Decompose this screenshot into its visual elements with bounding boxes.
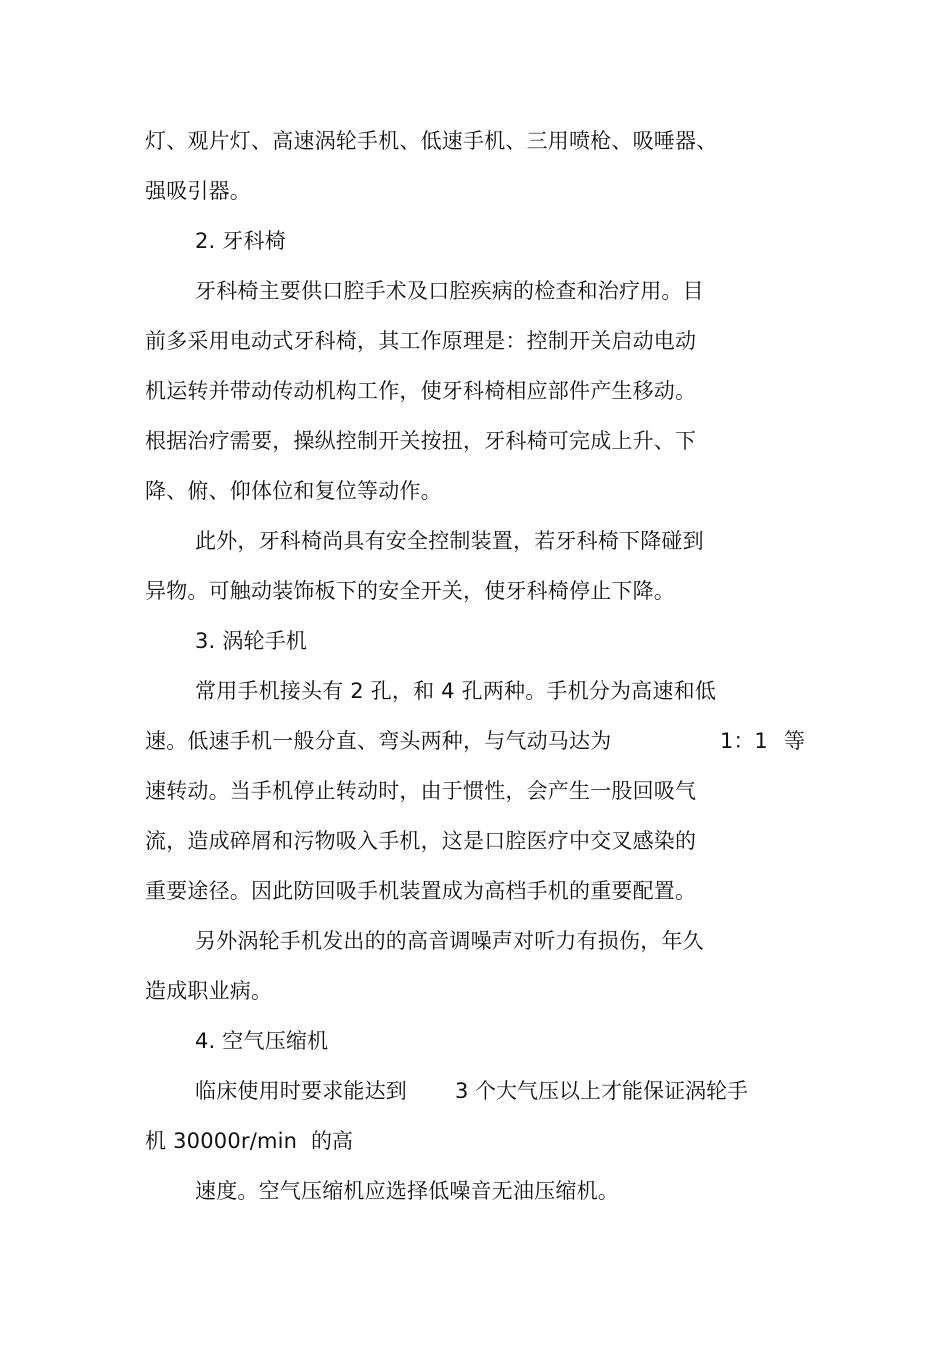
text-line-7: 降、俯、仰体位和复位等动作。 [145, 479, 442, 503]
text-line-18: 机 30000r/min [145, 1129, 298, 1153]
text-line-10: 常用手机接头有 2 孔，和 4 孔两种。手机分为高速和低 [195, 679, 717, 703]
ratio-text: 1：1 [720, 729, 768, 753]
text-line-11: 速。低速手机一般分直、弯头两种，与气动马达为 [145, 729, 612, 753]
section-heading-air-compressor: 4. 空气压缩机 [195, 1029, 329, 1053]
text-line-13: 流，造成碎屑和污物吸入手机，这是口腔医疗中交叉感染的 [145, 829, 697, 853]
text-line-2: 强吸引器。 [145, 179, 251, 203]
text-line-17-end: 3 个大气压以上才能保证涡轮手 [455, 1079, 749, 1103]
text-line-1: 灯、观片灯、高速涡轮手机、低速手机、三用喷枪、吸唾器、 [145, 129, 718, 153]
text-line-18-end: 的高 [311, 1129, 353, 1153]
text-line-12: 速转动。当手机停止转动时，由于惯性，会产生一股回吸气 [145, 779, 697, 803]
text-line-14: 重要途径。因此防回吸手机装置成为高档手机的重要配置。 [145, 879, 697, 903]
text-line-17: 临床使用时要求能达到 [195, 1079, 407, 1103]
section-heading-turbine-handpiece: 3. 涡轮手机 [195, 629, 308, 653]
text-line-3: 牙科椅主要供口腔手术及口腔疾病的检查和治疗用。目 [195, 279, 704, 303]
text-line-4: 前多采用电动式牙科椅，其工作原理是：控制开关启动电动 [145, 329, 697, 353]
text-line-15: 另外涡轮手机发出的的高音调噪声对听力有损伤，年久 [195, 929, 704, 953]
text-line-19: 速度。空气压缩机应选择低噪音无油压缩机。 [195, 1179, 619, 1203]
text-line-11-end: 等 [784, 729, 805, 753]
section-heading-dental-chair: 2. 牙科椅 [195, 229, 286, 253]
text-line-16: 造成职业病。 [145, 979, 273, 1003]
text-line-8: 此外，牙科椅尚具有安全控制装置，若牙科椅下降碰到 [195, 529, 704, 553]
text-line-9: 异物。可触动装饰板下的安全开关，使牙科椅停止下降。 [145, 579, 675, 603]
text-line-5: 机运转并带动传动机构工作，使牙科椅相应部件产生移动。 [145, 379, 697, 403]
text-line-6: 根据治疗需要，操纵控制开关按扭，牙科椅可完成上升、下 [145, 429, 697, 453]
